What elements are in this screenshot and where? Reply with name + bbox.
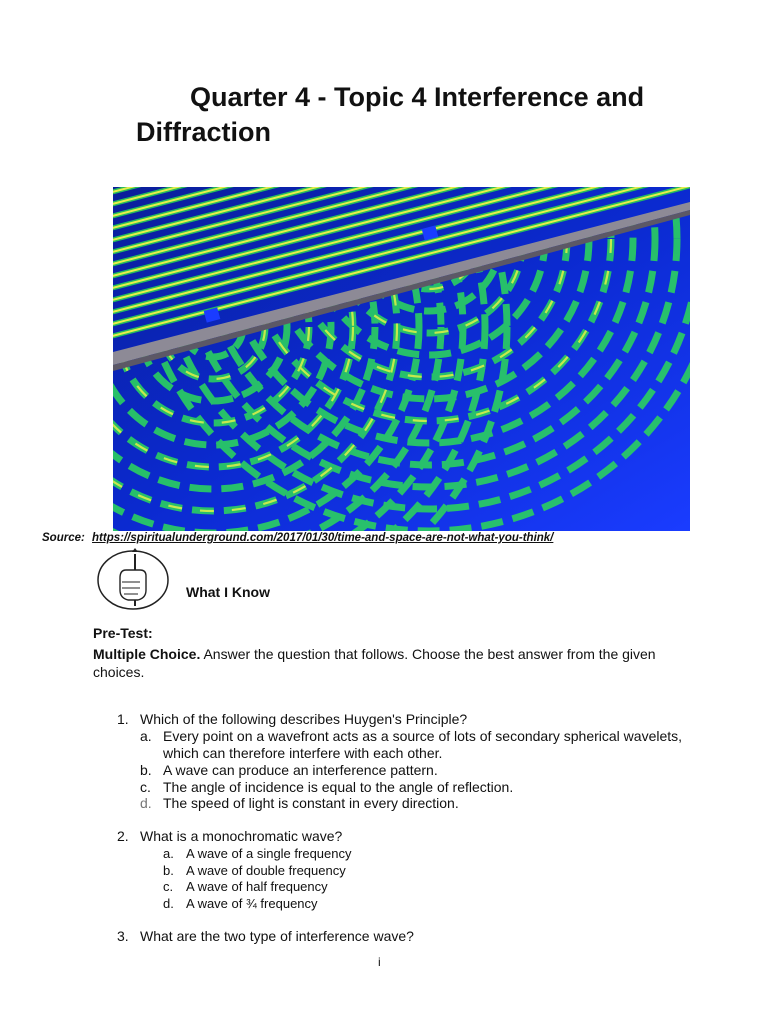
option-letter: d.: [140, 795, 152, 811]
source-label: Source:: [42, 532, 85, 544]
question-number: 2.: [117, 828, 129, 844]
title-line-1: Quarter 4 - Topic 4 Interference and: [190, 82, 645, 112]
option-text: A wave of double frequency: [186, 863, 346, 878]
option-text: The angle of incidence is equal to the angle of reflection.: [163, 779, 514, 795]
question-number: 1.: [117, 711, 129, 727]
option-text: A wave can produce an interference pattern.: [163, 762, 438, 778]
question-text: Which of the following describes Huygen's Principle?: [140, 711, 468, 727]
section-heading: What I Know: [186, 584, 270, 600]
image-source-line: [42, 532, 553, 544]
option-letter: c.: [140, 779, 151, 795]
option-letter: b.: [140, 762, 152, 778]
document-title: [136, 80, 746, 150]
question-text: What are the two type of interference wave?: [140, 928, 414, 944]
instructions-bold: Multiple Choice.: [93, 646, 201, 662]
hand-holding-pencil-icon: [96, 548, 172, 612]
option-text: Every point on a wavefront acts as a source of lots of secondary spherical wavelets, which can therefore interfere with each other.: [163, 728, 683, 761]
pretest-label: Pre-Test:: [93, 625, 153, 641]
question-number: 3.: [117, 928, 129, 944]
page-number: i: [378, 955, 381, 969]
question-text: What is a monochromatic wave?: [140, 828, 343, 844]
option-letter: a.: [163, 846, 174, 861]
option-letter: b.: [163, 863, 174, 878]
instructions: [93, 645, 693, 681]
option-text: A wave of ¾ frequency: [186, 896, 318, 911]
option-text: A wave of a single frequency: [186, 846, 352, 861]
source-link[interactable]: https://spiritualunderground.com/2017/01/30/time-and-space-are-not-what-you-think/: [92, 532, 554, 544]
option-letter: d.: [163, 896, 174, 911]
option-text: A wave of half frequency: [186, 879, 328, 894]
title-line-2: Diffraction: [136, 117, 271, 147]
wave-interference-image: [113, 187, 690, 531]
option-letter: c.: [163, 879, 174, 894]
option-text: The speed of light is constant in every direction.: [163, 795, 459, 811]
instructions-text: Answer the question that follows. Choose the best answer from the given choices.: [93, 646, 656, 680]
option-letter: a.: [140, 728, 152, 744]
